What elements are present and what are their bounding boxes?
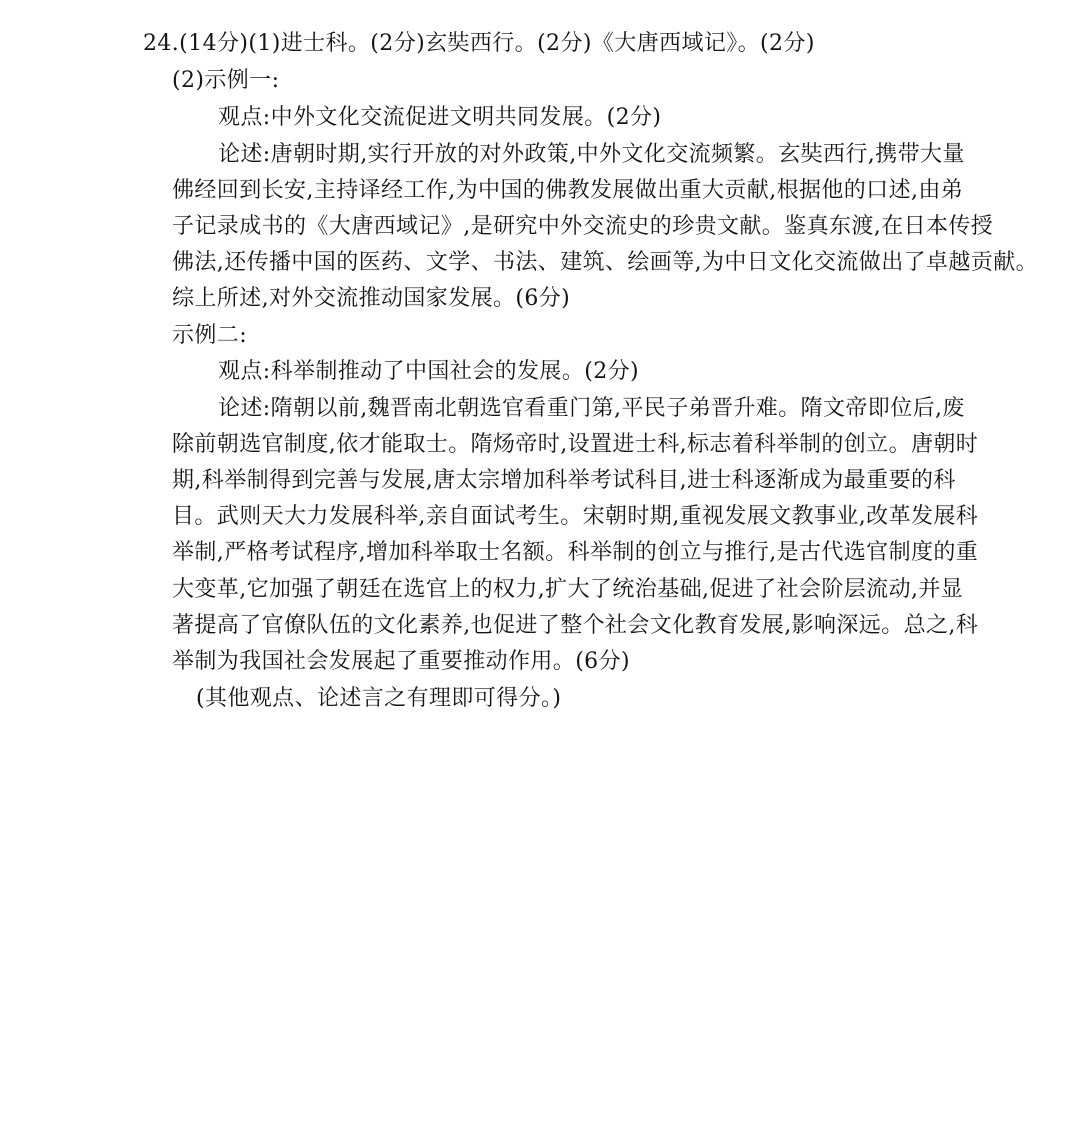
example-two-argument-line: 举制为我国社会发展起了重要推动作用。(6分): [172, 649, 630, 674]
example-two-argument-line: 著提高了官僚队伍的文化素养,也促进了整个社会文化教育发展,影响深远。总之,科: [172, 613, 979, 638]
example-two-argument-line: 目。武则天大力发展科举,亲自面试考生。宋朝时期,重视发展文教事业,改革发展科: [172, 504, 979, 529]
example-two-argument-line: 论述:隋朝以前,魏晋南北朝选官看重门第,平民子弟晋升难。隋文帝即位后,废: [218, 396, 965, 421]
example-one-viewpoint: 观点:中外文化交流促进文明共同发展。(2分): [218, 105, 662, 130]
example-two-heading: 示例二:: [172, 323, 248, 348]
example-one-argument-line: 论述:唐朝时期,实行开放的对外政策,中外文化交流频繁。玄奘西行,携带大量: [218, 142, 965, 167]
example-two-viewpoint: 观点:科举制推动了中国社会的发展。(2分): [218, 359, 639, 384]
scoring-note: (其他观点、论述言之有理即可得分。): [196, 686, 562, 711]
example-one-argument-line: 佛法,还传播中国的医药、文学、书法、建筑、绘画等,为中日文化交流做出了卓越贡献。: [172, 250, 1038, 275]
question-24-answer-line: 24.(14分)(1)进士科。(2分)玄奘西行。(2分)《大唐西域记》。(2分): [143, 31, 815, 56]
example-two-argument-line: 大变革,它加强了朝廷在选官上的权力,扩大了统治基础,促进了社会阶层流动,并显: [172, 577, 964, 602]
example-two-argument-line: 除前朝选官制度,依才能取士。隋炀帝时,设置进士科,标志着科举制的创立。唐朝时: [172, 432, 979, 457]
example-one-argument-line: 子记录成书的《大唐西域记》,是研究中外交流史的珍贵文献。鉴真东渡,在日本传授: [172, 214, 994, 239]
example-one-argument-line: 综上所述,对外交流推动国家发展。(6分): [172, 286, 571, 311]
example-one-heading: (2)示例一:: [172, 68, 280, 93]
example-two-argument-line: 举制,严格考试程序,增加科举取士名额。科举制的创立与推行,是古代选官制度的重: [172, 540, 979, 565]
example-two-argument-line: 期,科举制得到完善与发展,唐太宗增加科举考试科目,进士科逐渐成为最重要的科: [172, 468, 956, 493]
example-one-argument-line: 佛经回到长安,主持译经工作,为中国的佛教发展做出重大贡献,根据他的口述,由弟: [172, 178, 964, 203]
